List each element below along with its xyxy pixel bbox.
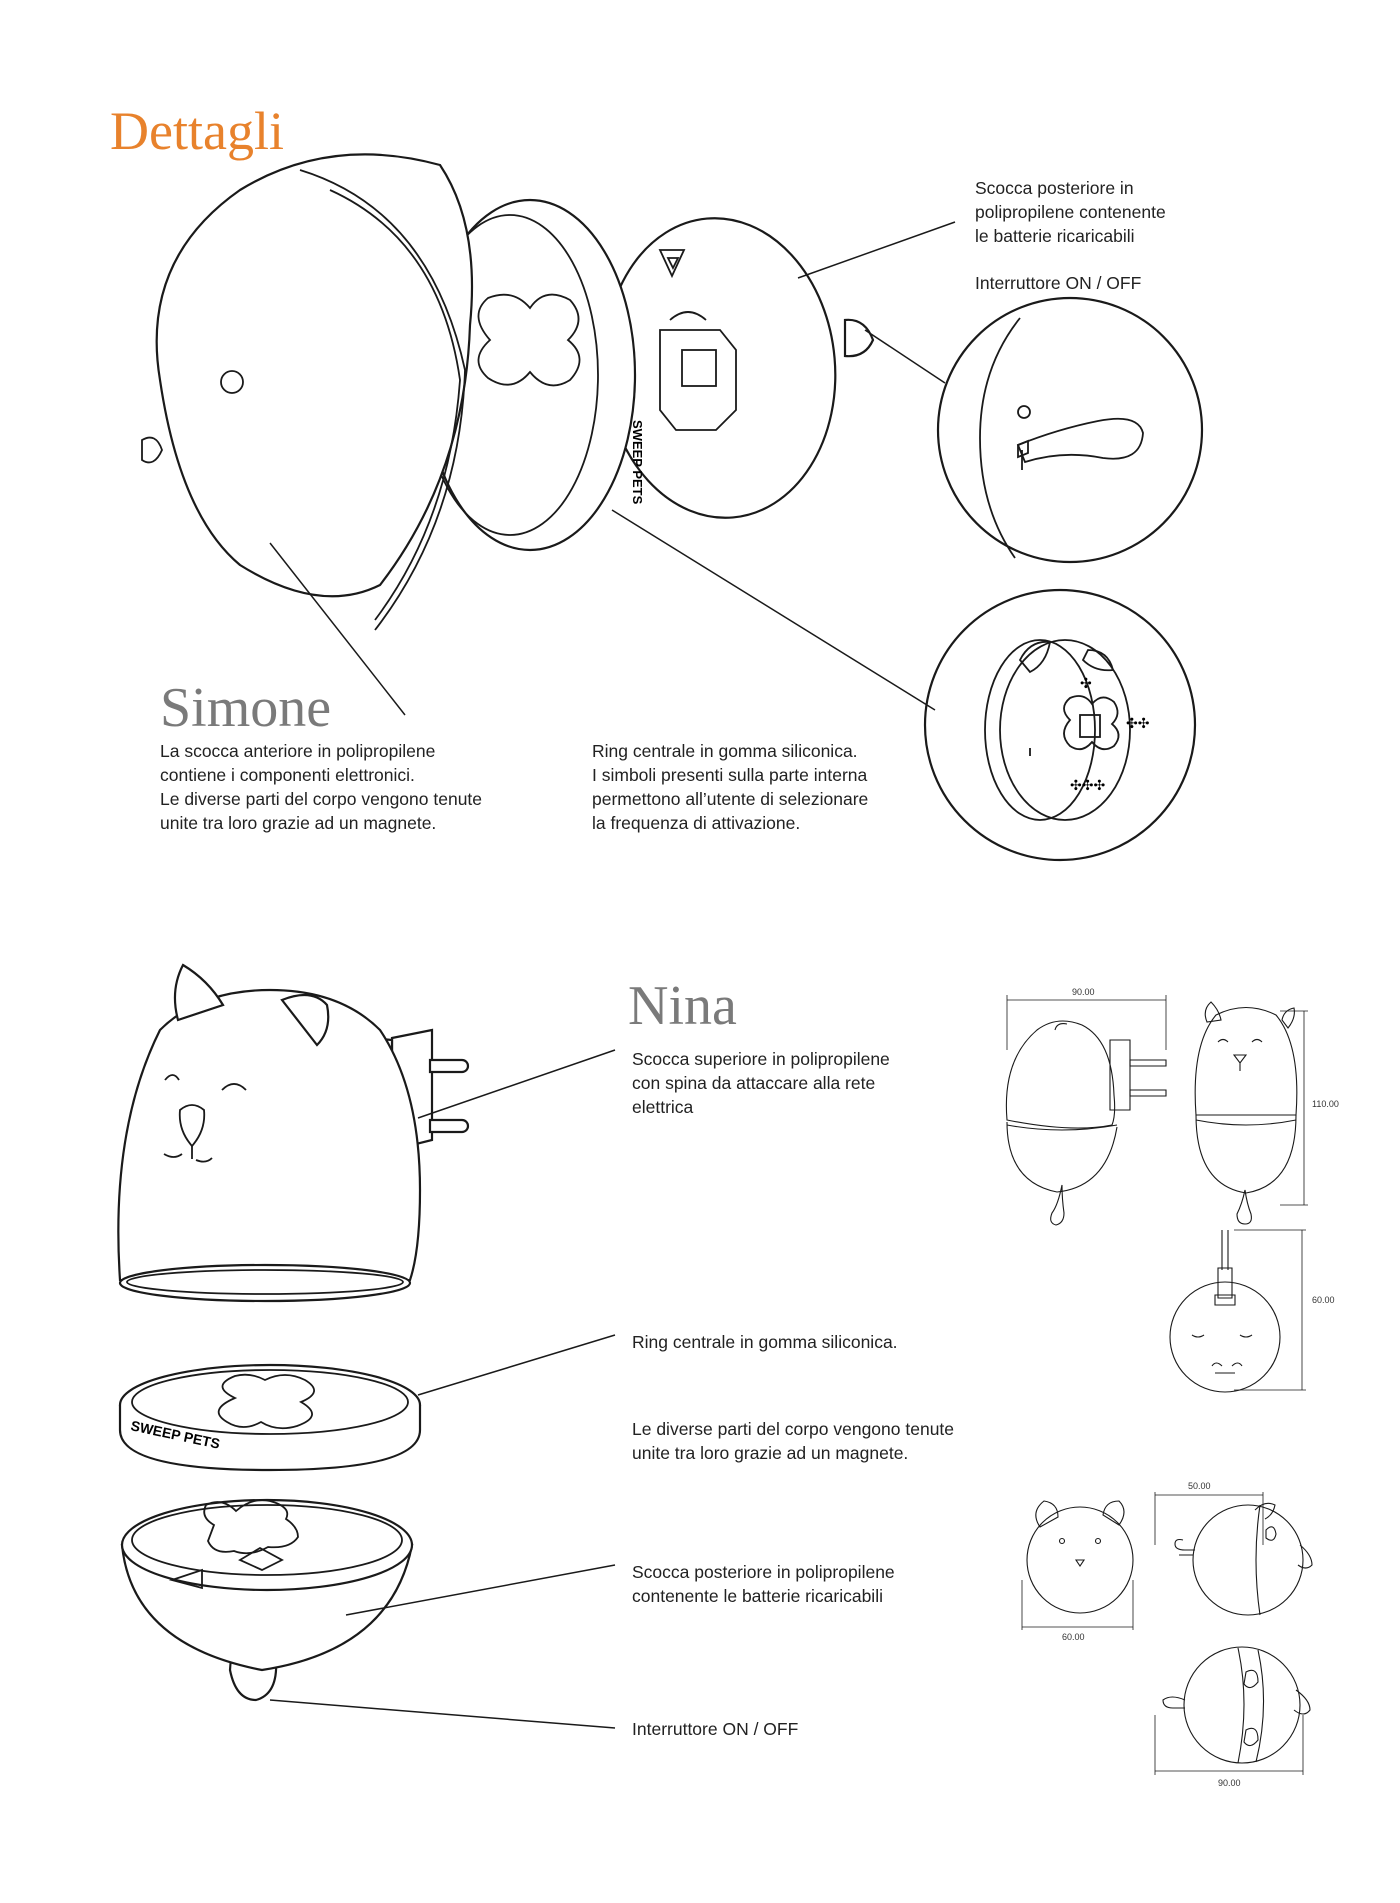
page-title: Dettagli	[110, 101, 284, 161]
nina-rear-shell	[122, 1500, 412, 1700]
dim-simone-length: 90.00	[1218, 1778, 1241, 1788]
dim-simone-front: 60.00	[1062, 1632, 1085, 1642]
simone-ring-print: SWEEP PETS	[630, 420, 645, 505]
simone-top-view	[1155, 1647, 1310, 1775]
leader-ring	[612, 510, 935, 710]
nina-rear-shell-note: Scocca posteriore in polipropilene contenente le batterie ricaricabili	[632, 1562, 895, 1606]
nina-switch-note: Interruttore ON / OFF	[632, 1719, 799, 1739]
svg-text:✣✣✣: ✣✣✣	[1070, 778, 1106, 794]
nina-side-view	[1006, 995, 1166, 1225]
simone-front-shell	[142, 154, 472, 630]
simone-switch-note: Interruttore ON / OFF	[975, 273, 1142, 293]
nina-ring-note: Ring centrale in gomma siliconica.	[632, 1332, 898, 1352]
nina-ring-print: SWEEP PETS	[129, 1417, 222, 1452]
svg-text:✣: ✣	[1080, 676, 1092, 692]
nina-name: Nina	[628, 975, 737, 1037]
simone-front-view	[1022, 1501, 1133, 1630]
simone-name: Simone	[160, 677, 332, 739]
dim-simone-side: 50.00	[1188, 1481, 1211, 1491]
leader-rear-shell	[798, 222, 955, 278]
nina-front-view	[1195, 1002, 1308, 1224]
svg-text:✣✣: ✣✣	[1126, 716, 1150, 732]
leader-switch	[865, 330, 945, 383]
simone-side-view	[1155, 1492, 1312, 1615]
nina-top-view	[1170, 1230, 1306, 1392]
nina-top-shell-note: Scocca superiore in polipropilene con spina da attaccare alla rete elettrica	[632, 1049, 890, 1117]
simone-detail-ring	[925, 590, 1195, 860]
dim-nina-width: 90.00	[1072, 987, 1095, 997]
simone-rear-shell-note: Scocca posteriore in polipropilene contenente le batterie ricaricabili	[975, 178, 1166, 246]
leader-nina-ring	[418, 1335, 615, 1395]
dim-nina-height: 110.00	[1312, 1099, 1339, 1109]
nina-magnet-note: Le diverse parti del corpo vengono tenute unite tra loro grazie ad un magnete.	[632, 1419, 955, 1463]
nina-center-ring	[120, 1365, 420, 1470]
simone-detail-switch	[938, 298, 1202, 562]
simone-ring-note: Ring centrale in gomma siliconica. I simboli presenti sulla parte interna permettono all’utente di selezionare la frequenza di attivazione.	[592, 741, 869, 833]
simone-description: La scocca anteriore in polipropilene contiene i componenti elettronici. Le diverse parti del corpo vengono tenute unite tra loro grazie ad un magnete.	[160, 741, 483, 833]
dim-nina-depth: 60.00	[1312, 1295, 1335, 1305]
nina-top-shell	[118, 965, 468, 1301]
leader-nina-switch	[270, 1700, 615, 1728]
